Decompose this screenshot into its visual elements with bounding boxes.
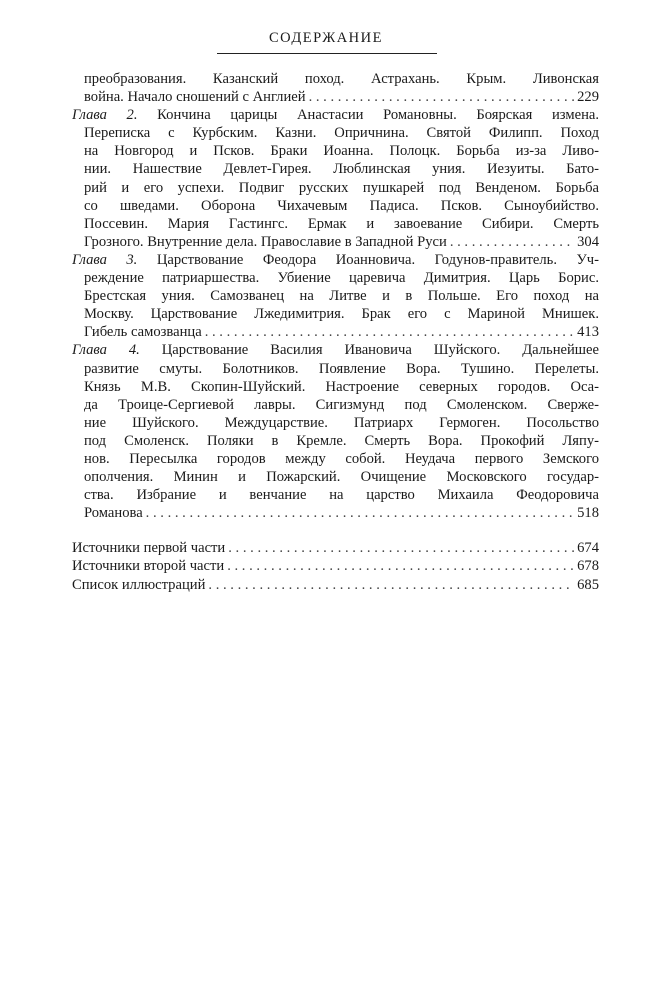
toc-entry-text: Романова [84,505,143,522]
leader-dots [227,557,574,575]
chapter-label: Глава 3. [72,251,138,268]
toc-entry-text: Источники второй части [72,558,225,575]
leader-dots [228,539,574,557]
toc-appendix-item[interactable] [72,539,599,557]
leader-dots [450,233,574,251]
toc-entry [72,341,599,522]
toc-line [72,341,599,359]
toc-entry-last-line[interactable] [72,88,599,106]
toc-line: ства. Избрание и венчание на царство Михаила Феодоровича [84,487,599,504]
toc-entry-text: Грозного. Внутренние дела. Православие в Западной Руси [84,233,447,250]
toc-appendix-item[interactable] [72,576,599,594]
toc-line: под Смоленск. Поляки в Кремле. Смерть Вора. Прокофий Ляпу- [84,432,599,449]
toc-line: Поссевин. Мария Гастингс. Ермак и завоевание Сибири. Смерть [84,215,599,232]
toc-entry-last-line[interactable] [72,504,599,522]
chapter-label: Глава 4. [72,342,140,359]
page-number: 685 [577,576,599,593]
toc-line: со шведами. Оборона Чихачевым Падиса. Псков. Сыноубийство. [84,197,599,214]
toc-line: ополчения. Минин и Пожарский. Очищение Московского государ- [84,469,599,486]
leader-dots [146,504,574,522]
toc-line: нов. Пересылка городов между собой. Неудача первого Земского [84,450,599,467]
chapter-label: Глава 2. [72,107,138,124]
toc-entry-last-line[interactable] [72,233,599,251]
toc-entry-text: Источники первой части [72,540,226,557]
leader-dots [205,323,574,341]
toc-line: да Троице-Сергиевой лавры. Сигизмунд под Смоленском. Сверже- [84,396,599,413]
chapter-title: Царствование Феодора Иоанновича. Годунов-правитель. Уч- [156,251,599,268]
leader-dots [309,88,575,106]
page-number: 674 [577,540,599,557]
toc-entry [72,106,599,251]
page-header: СОДЕРЖАНИЕ [269,30,383,46]
table-of-contents [72,70,599,594]
page-number: 229 [577,89,599,106]
toc-entry-text: Список иллюстраций [72,576,206,593]
chapter-title: Кончина царицы Анастасии Романовны. Боярская измена. [157,107,599,124]
toc-line: реждение патриаршества. Убиение царевича Димитрия. Царь Борис. [84,270,599,287]
toc-line: Князь М.В. Скопин-Шуйский. Настроение северных городов. Оса- [84,378,599,395]
toc-line [72,106,599,124]
toc-entry-text: война. Начало сношений с Англией [84,89,306,106]
toc-line: Москву. Царствование Лжедимитрия. Брак его с Мариной Мнишек. [84,306,599,323]
page-number: 678 [577,558,599,575]
toc-line: Переписка с Курбским. Казни. Опричнина. Святой Филипп. Поход [84,125,599,142]
toc-line: развитие смуты. Болотников. Появление Вора. Тушино. Перелеты. [84,360,599,377]
chapter-title: Царствование Василия Ивановича Шуйского. Дальнейшее [161,342,599,359]
toc-appendix-item[interactable] [72,557,599,575]
page-number: 518 [577,505,599,522]
toc-line: на Новгород и Псков. Браки Иоанна. Полоцк. Борьба из-за Ливо- [84,143,599,160]
section-gap [72,522,599,539]
page-number: 413 [577,324,599,341]
header-rule [217,53,437,54]
toc-line: Брестская уния. Самозванец на Литве и в Польше. Его поход на [84,288,599,305]
toc-line: ние Шуйского. Междуцарствие. Патриарх Гермоген. Посольство [84,414,599,431]
toc-line: нии. Нашествие Девлет-Гирея. Люблинская уния. Иезуиты. Бато- [84,161,599,178]
toc-entry [72,251,599,341]
leader-dots [208,576,574,594]
toc-line: преобразования. Казанский поход. Астрахань. Крым. Ливонская [84,71,599,87]
toc-entry-last-line[interactable] [72,323,599,341]
toc-line: рий и его успехи. Подвиг русских пушкарей под Венденом. Борьба [84,179,599,196]
toc-entry-text: Гибель самозванца [84,324,202,341]
toc-line [72,251,599,269]
page-number: 304 [577,233,599,250]
toc-entry [72,70,599,106]
